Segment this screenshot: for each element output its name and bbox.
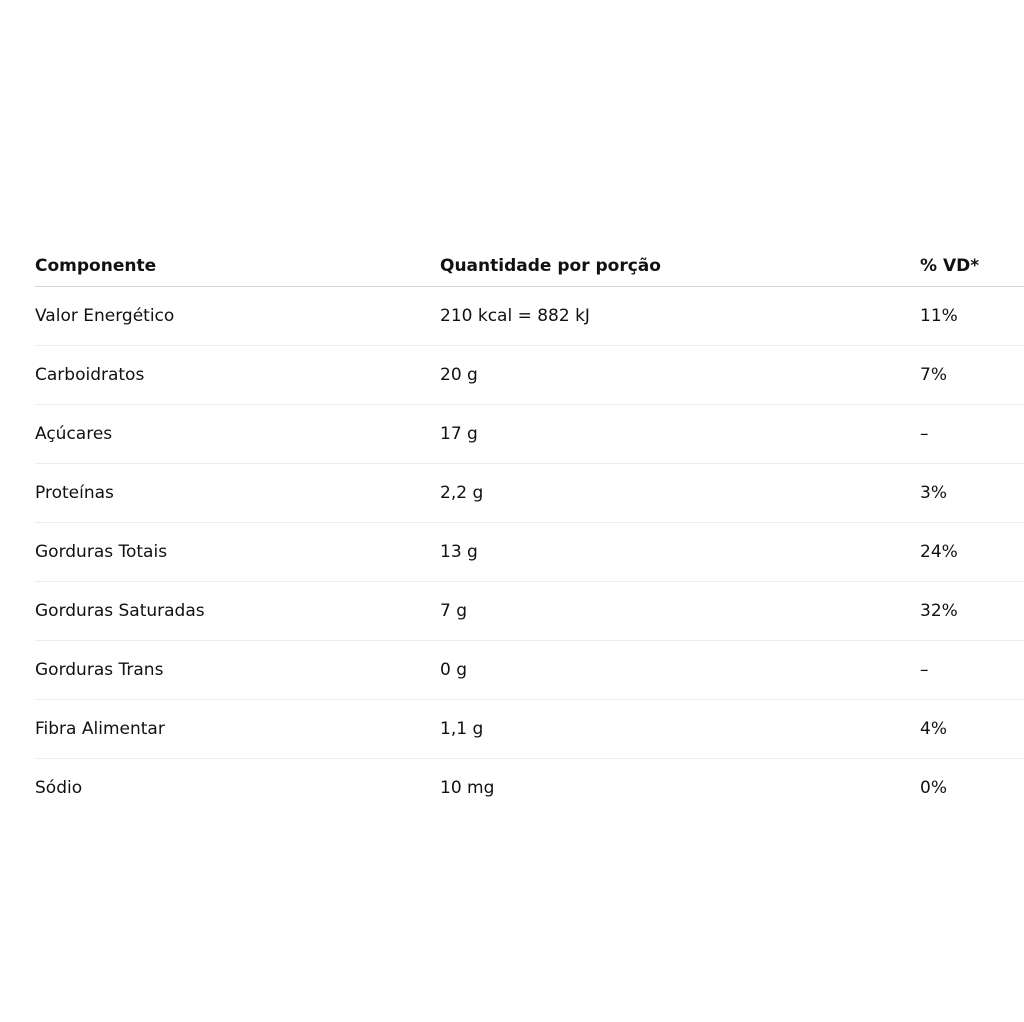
cell-daily-value: 7% [920, 346, 1024, 405]
header-quantity: Quantidade por porção [440, 246, 920, 287]
cell-component: Valor Energético [35, 287, 440, 346]
cell-daily-value: 11% [920, 287, 1024, 346]
cell-component: Carboidratos [35, 346, 440, 405]
table-row [35, 464, 1024, 523]
table-body [35, 287, 1024, 818]
cell-daily-value: 0% [920, 778, 947, 798]
cell-daily-value: – [920, 641, 1024, 700]
cell-component: Açúcares [35, 405, 440, 464]
cell-daily-value: 32% [920, 582, 1024, 641]
cell-component: Gorduras Trans [35, 641, 440, 700]
cell-daily-value: 24% [920, 523, 1024, 582]
table-row [35, 287, 1024, 346]
table-row [35, 582, 1024, 641]
cell-component: Gorduras Saturadas [35, 582, 440, 641]
cell-quantity: 1,1 g [440, 700, 920, 759]
cell-daily-value: 3% [920, 464, 1024, 523]
header-component: Componente [35, 246, 440, 287]
cell-component: Fibra Alimentar [35, 700, 440, 759]
table-header [35, 246, 1024, 287]
cell-quantity: 13 g [440, 523, 920, 582]
table-row [35, 641, 1024, 700]
table-row [35, 700, 1024, 759]
cell-quantity: 2,2 g [440, 464, 920, 523]
nutrition-table-container [35, 246, 1024, 817]
cell-quantity: 10 mg [440, 778, 495, 798]
cell-component: Gorduras Totais [35, 523, 440, 582]
cell-quantity: 0 g [440, 641, 920, 700]
header-row [35, 246, 1024, 287]
cell-component: Proteínas [35, 464, 440, 523]
cell-quantity: 17 g [440, 405, 920, 464]
cell-quantity: 210 kcal = 882 kJ [440, 287, 920, 346]
table-row [35, 759, 1024, 818]
cell-component: Sódio [35, 778, 83, 798]
header-daily-value: % VD* [920, 246, 1024, 287]
cell-daily-value: 4% [920, 700, 1024, 759]
table-row [35, 346, 1024, 405]
table-row [35, 405, 1024, 464]
table-row [35, 523, 1024, 582]
cell-quantity: 20 g [440, 346, 920, 405]
cell-quantity: 7 g [440, 582, 920, 641]
nutrition-table [35, 246, 1024, 817]
cell-daily-value: – [920, 405, 1024, 464]
